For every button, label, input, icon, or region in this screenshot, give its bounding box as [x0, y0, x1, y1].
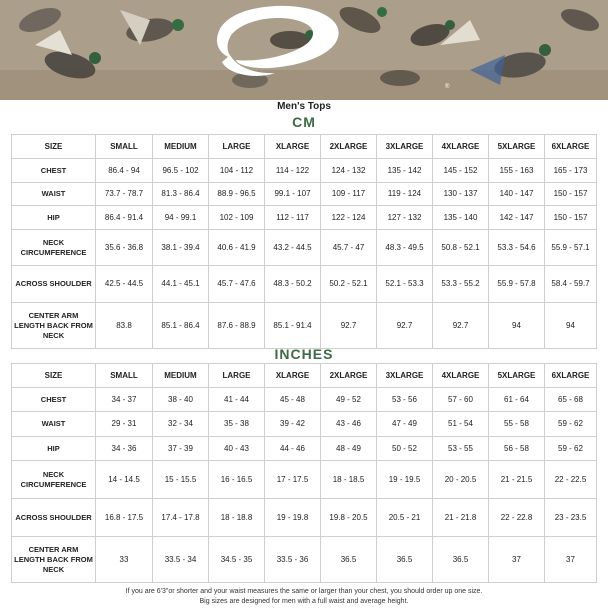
table-cell: 37 - 39 — [153, 437, 209, 461]
table-cell: 50 - 52 — [377, 437, 433, 461]
table-cell: 55 - 58 — [489, 412, 545, 437]
table-cell: 48.3 - 50.2 — [265, 266, 321, 303]
column-header: 5XLARGE — [489, 364, 545, 388]
table-cell: 150 - 157 — [545, 183, 597, 206]
table-cell: 135 - 142 — [377, 159, 433, 183]
table-cell: 43.2 - 44.5 — [265, 230, 321, 266]
column-header: XLARGE — [265, 135, 321, 159]
table-cell: 42.5 - 44.5 — [96, 266, 153, 303]
column-header: SMALL — [96, 135, 153, 159]
table-cell: 65 - 68 — [545, 388, 597, 412]
table-cell: 87.6 - 88.9 — [209, 303, 265, 349]
table-cell: 49 - 52 — [321, 388, 377, 412]
column-header: LARGE — [209, 135, 265, 159]
table-cell: 19 - 19.5 — [377, 461, 433, 499]
row-label: WAIST — [12, 183, 96, 206]
table-cell: 59 - 62 — [545, 437, 597, 461]
table-cell: 19 - 19.8 — [265, 499, 321, 537]
table-row — [12, 159, 597, 183]
row-label: HIP — [12, 206, 96, 230]
table-cell: 96.5 - 102 — [153, 159, 209, 183]
table-cell: 18 - 18.8 — [209, 499, 265, 537]
table-cell: 45 - 48 — [265, 388, 321, 412]
table-row — [12, 537, 597, 583]
table-cell: 21 - 21.8 — [433, 499, 489, 537]
table-cell: 17 - 17.5 — [265, 461, 321, 499]
table-row — [12, 461, 597, 499]
footnote-big-sizes: Big sizes are designed for men with a full waist and average height. — [199, 598, 409, 605]
row-label: NECK CIRCUMFERENCE — [12, 230, 96, 266]
table-cell: 114 - 122 — [265, 159, 321, 183]
inches-size-table — [11, 363, 597, 583]
table-cell: 50.2 - 52.1 — [321, 266, 377, 303]
row-label: CHEST — [12, 159, 96, 183]
table-row — [12, 499, 597, 537]
row-label: NECK CIRCUMFERENCE — [12, 461, 96, 499]
table-cell: 59 - 62 — [545, 412, 597, 437]
table-cell: 37 — [545, 537, 597, 583]
table-row — [12, 412, 597, 437]
table-cell: 83.8 — [96, 303, 153, 349]
table-cell: 57 - 60 — [433, 388, 489, 412]
table-cell: 38 - 40 — [153, 388, 209, 412]
table-cell: 53.3 - 55.2 — [433, 266, 489, 303]
duck-banner-image — [0, 0, 608, 100]
table-cell: 39 - 42 — [265, 412, 321, 437]
table-cell: 44.1 - 45.1 — [153, 266, 209, 303]
table-cell: 99.1 - 107 — [265, 183, 321, 206]
table-cell: 92.7 — [377, 303, 433, 349]
table-cell: 44 - 46 — [265, 437, 321, 461]
column-header: 3XLARGE — [377, 135, 433, 159]
table-cell: 45.7 - 47.6 — [209, 266, 265, 303]
table-cell: 52.1 - 53.3 — [377, 266, 433, 303]
table-cell: 88.9 - 96.5 — [209, 183, 265, 206]
row-label: WAIST — [12, 412, 96, 437]
column-header: 4XLARGE — [433, 135, 489, 159]
table-cell: 22 - 22.5 — [545, 461, 597, 499]
table-cell: 102 - 109 — [209, 206, 265, 230]
table-cell: 61 - 64 — [489, 388, 545, 412]
inches-section-title: INCHES — [274, 346, 334, 362]
table-cell: 150 - 157 — [545, 206, 597, 230]
table-cell: 94 — [489, 303, 545, 349]
column-header: 4XLARGE — [433, 364, 489, 388]
table-cell: 43 - 46 — [321, 412, 377, 437]
column-header: 6XLARGE — [545, 364, 597, 388]
table-header-row — [12, 364, 597, 388]
table-cell: 16 - 16.5 — [209, 461, 265, 499]
table-cell: 22 - 22.8 — [489, 499, 545, 537]
cm-size-table — [11, 134, 597, 349]
table-cell: 40 - 43 — [209, 437, 265, 461]
table-cell: 165 - 173 — [545, 159, 597, 183]
column-header: 2XLARGE — [321, 364, 377, 388]
table-cell: 51 - 54 — [433, 412, 489, 437]
table-cell: 34 - 36 — [96, 437, 153, 461]
table-cell: 34 - 37 — [96, 388, 153, 412]
table-cell: 130 - 137 — [433, 183, 489, 206]
table-row — [12, 437, 597, 461]
table-cell: 53 - 56 — [377, 388, 433, 412]
table-cell: 94 — [545, 303, 597, 349]
table-row — [12, 266, 597, 303]
table-cell: 53 - 55 — [433, 437, 489, 461]
table-cell: 50.8 - 52.1 — [433, 230, 489, 266]
column-header: MEDIUM — [153, 135, 209, 159]
table-cell: 32 - 34 — [153, 412, 209, 437]
row-label: CHEST — [12, 388, 96, 412]
table-cell: 48.3 - 49.5 — [377, 230, 433, 266]
table-cell: 36.5 — [433, 537, 489, 583]
table-row — [12, 206, 597, 230]
table-cell: 20 - 20.5 — [433, 461, 489, 499]
header-banner — [0, 0, 608, 100]
column-header: 5XLARGE — [489, 135, 545, 159]
table-cell: 53.3 - 54.6 — [489, 230, 545, 266]
table-header-row — [12, 135, 597, 159]
column-header: 6XLARGE — [545, 135, 597, 159]
table-cell: 122 - 124 — [321, 206, 377, 230]
table-cell: 19.8 - 20.5 — [321, 499, 377, 537]
table-cell: 37 — [489, 537, 545, 583]
table-cell: 38.1 - 39.4 — [153, 230, 209, 266]
table-cell: 34.5 - 35 — [209, 537, 265, 583]
table-cell: 33.5 - 34 — [153, 537, 209, 583]
table-row — [12, 388, 597, 412]
table-cell: 20.5 - 21 — [377, 499, 433, 537]
table-cell: 55.9 - 57.8 — [489, 266, 545, 303]
table-cell: 33.5 - 36 — [265, 537, 321, 583]
table-row — [12, 183, 597, 206]
table-cell: 135 - 140 — [433, 206, 489, 230]
row-label: CENTER ARM LENGTH BACK FROM NECK — [12, 537, 96, 583]
table-cell: 15 - 15.5 — [153, 461, 209, 499]
table-cell: 145 - 152 — [433, 159, 489, 183]
table-cell: 124 - 132 — [321, 159, 377, 183]
table-cell: 48 - 49 — [321, 437, 377, 461]
table-cell: 127 - 132 — [377, 206, 433, 230]
table-cell: 92.7 — [433, 303, 489, 349]
row-label: ACROSS SHOULDER — [12, 266, 96, 303]
table-row — [12, 230, 597, 266]
table-cell: 23 - 23.5 — [545, 499, 597, 537]
table-cell: 36.5 — [377, 537, 433, 583]
table-cell: 17.4 - 17.8 — [153, 499, 209, 537]
table-cell: 73.7 - 78.7 — [96, 183, 153, 206]
row-label: ACROSS SHOULDER — [12, 499, 96, 537]
cm-section-title: CM — [292, 114, 316, 130]
table-cell: 18 - 18.5 — [321, 461, 377, 499]
table-cell: 58.4 - 59.7 — [545, 266, 597, 303]
page-title: Men's Tops — [277, 101, 331, 112]
table-cell: 56 - 58 — [489, 437, 545, 461]
trademark-symbol: ® — [445, 84, 450, 90]
column-header: XLARGE — [265, 364, 321, 388]
table-cell: 33 — [96, 537, 153, 583]
row-label: HIP — [12, 437, 96, 461]
table-cell: 155 - 163 — [489, 159, 545, 183]
footnote-order-up: If you are 6'3"or shorter and your waist measures the same or larger than your chest, you should order up one size. — [125, 588, 483, 595]
column-header: LARGE — [209, 364, 265, 388]
table-cell: 109 - 117 — [321, 183, 377, 206]
table-cell: 81.3 - 86.4 — [153, 183, 209, 206]
column-header: SMALL — [96, 364, 153, 388]
table-cell: 86.4 - 94 — [96, 159, 153, 183]
table-cell: 85.1 - 86.4 — [153, 303, 209, 349]
table-cell: 104 - 112 — [209, 159, 265, 183]
table-cell: 35.6 - 36.8 — [96, 230, 153, 266]
table-cell: 85.1 - 91.4 — [265, 303, 321, 349]
table-cell: 35 - 38 — [209, 412, 265, 437]
column-header: SIZE — [12, 364, 96, 388]
table-cell: 140 - 147 — [489, 183, 545, 206]
row-label: CENTER ARM LENGTH BACK FROM NECK — [12, 303, 96, 349]
column-header: 2XLARGE — [321, 135, 377, 159]
table-row — [12, 303, 597, 349]
column-header: 3XLARGE — [377, 364, 433, 388]
table-cell: 86.4 - 91.4 — [96, 206, 153, 230]
table-cell: 14 - 14.5 — [96, 461, 153, 499]
table-cell: 36.5 — [321, 537, 377, 583]
table-cell: 112 - 117 — [265, 206, 321, 230]
table-cell: 142 - 147 — [489, 206, 545, 230]
table-cell: 55.9 - 57.1 — [545, 230, 597, 266]
table-cell: 41 - 44 — [209, 388, 265, 412]
column-header: SIZE — [12, 135, 96, 159]
table-cell: 45.7 - 47 — [321, 230, 377, 266]
table-cell: 21 - 21.5 — [489, 461, 545, 499]
table-cell: 16.8 - 17.5 — [96, 499, 153, 537]
column-header: MEDIUM — [153, 364, 209, 388]
table-cell: 40.6 - 41.9 — [209, 230, 265, 266]
table-cell: 47 - 49 — [377, 412, 433, 437]
table-cell: 119 - 124 — [377, 183, 433, 206]
table-cell: 92.7 — [321, 303, 377, 349]
table-cell: 29 - 31 — [96, 412, 153, 437]
table-cell: 94 - 99.1 — [153, 206, 209, 230]
